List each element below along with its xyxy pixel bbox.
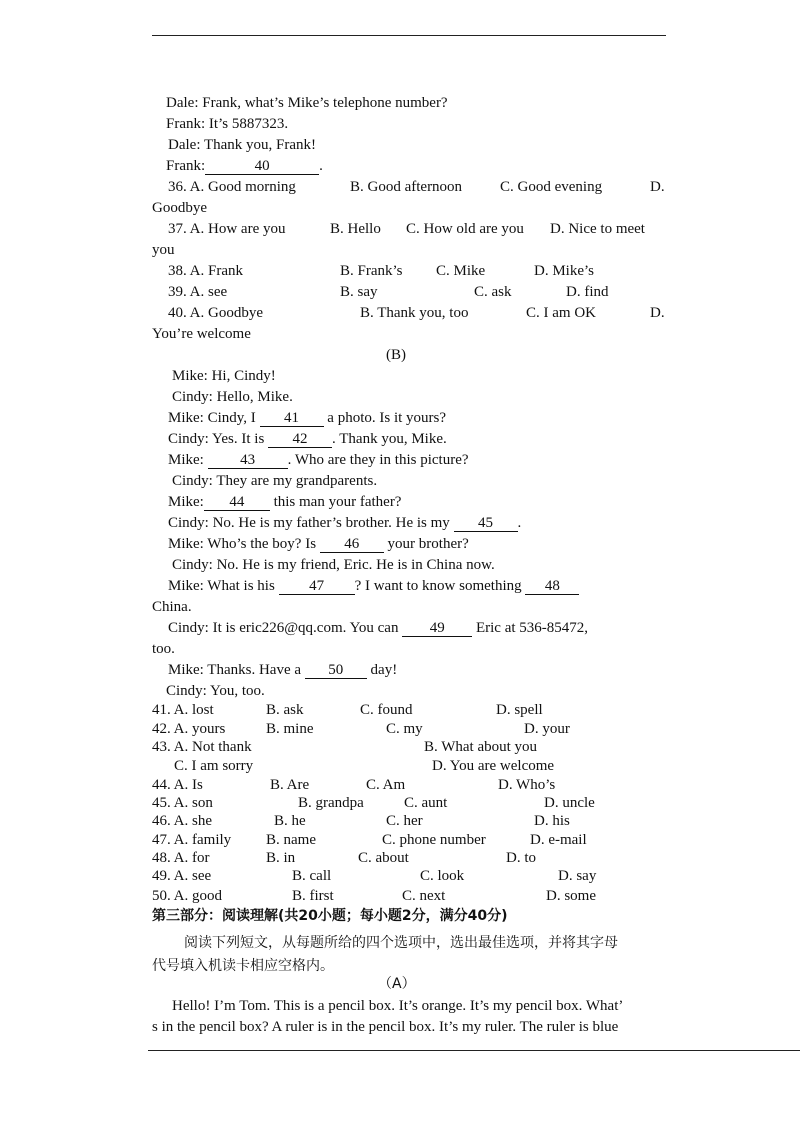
passage-label: （A） (378, 976, 416, 992)
option-48b: B. in (266, 850, 296, 866)
option-43a: 43. A. Not thank (152, 739, 252, 755)
option-42b: B. mine (266, 721, 314, 737)
dialogue-line (168, 430, 447, 448)
option-50b: B. first (292, 888, 334, 904)
option-38c: C. Mike (436, 263, 486, 279)
option-36d-text: Goodbye (152, 200, 207, 216)
section-b-label: (B) (386, 347, 406, 363)
speaker-text: Frank: (166, 158, 206, 174)
passage-line: Hello! I’m Tom. This is a pencil box. It’s orange. It’s my pencil box. What’ (172, 998, 624, 1014)
option-41b: B. ask (266, 702, 304, 718)
line-text: Cindy: No. He is my father’s brother. He is my (168, 515, 450, 531)
option-39b: B. say (340, 284, 378, 300)
dialogue-line (168, 619, 588, 637)
option-39a: 39. A. see (168, 284, 228, 300)
option-38d: D. Mike’s (534, 263, 594, 279)
footer-rule (148, 1050, 800, 1051)
dialogue-line: Cindy: They are my grandparents. (172, 473, 378, 489)
blank-42[interactable]: 42 (268, 431, 332, 448)
option-50a: 50. A. good (152, 888, 223, 904)
dialogue-line: China. (152, 599, 192, 615)
blank-46[interactable]: 46 (320, 536, 384, 553)
option-47b: B. name (266, 832, 316, 848)
dialogue-line: Cindy: No. He is my friend, Eric. He is in China now. (172, 557, 495, 573)
dialogue-line (168, 661, 397, 679)
option-42c: C. my (386, 721, 423, 737)
option-45c: C. aunt (404, 795, 448, 811)
line-text: . (517, 515, 522, 531)
option-46b: B. he (274, 813, 306, 829)
line-text: Eric at 536-85472, (475, 620, 589, 636)
option-48a: 48. A. for (152, 850, 210, 866)
option-36a: 36. A. Good morning (168, 179, 296, 195)
line-text: a photo. Is it yours? (327, 410, 447, 426)
line-text: Mike: (168, 494, 204, 510)
instruction-text: 代号填入机读卡相应空格内。 (152, 958, 334, 974)
speaker-text: . (319, 158, 323, 174)
option-37d-text: you (152, 242, 175, 258)
line-text: ? I want to know something (354, 578, 522, 594)
option-44b: B. Are (270, 777, 310, 793)
option-40d: D. (650, 305, 665, 321)
dialogue-line (168, 514, 521, 532)
line-text: Mike: Cindy, I (168, 410, 256, 426)
option-46c: C. her (386, 813, 423, 829)
option-49d: D. say (558, 868, 597, 884)
line-text: Mike: Who’s the boy? Is (168, 536, 317, 552)
option-39c: C. ask (474, 284, 512, 300)
dialogue-line (168, 577, 579, 595)
header-rule (152, 35, 666, 36)
dialogue-line (168, 535, 469, 553)
instruction-text: 阅读下列短文，从每题所给的四个选项中，选出最佳选项，并将其字母 (184, 935, 618, 951)
blank-40[interactable]: 40 (205, 158, 319, 175)
option-40b: B. Thank you, too (360, 305, 469, 321)
section-heading: 第三部分：阅读理解(共20小题；每小题2分，满分40分) (152, 908, 508, 924)
option-40a: 40. A. Goodbye (168, 305, 263, 321)
option-49b: B. call (292, 868, 332, 884)
option-37c: C. How old are you (406, 221, 524, 237)
blank-50[interactable]: 50 (305, 662, 367, 679)
option-36d: D. (650, 179, 665, 195)
dialogue-line: Frank: It’s 5887323. (166, 116, 289, 132)
passage-line: s in the pencil box? A ruler is in the pencil box. It’s my ruler. The ruler is blue (152, 1019, 619, 1035)
option-42a: 42. A. yours (152, 721, 226, 737)
option-40c: C. I am OK (526, 305, 596, 321)
blank-43[interactable]: 43 (208, 452, 288, 469)
option-38b: B. Frank’s (340, 263, 403, 279)
line-text: day! (370, 662, 398, 678)
option-37b: B. Hello (330, 221, 381, 237)
line-text: this man your father? (273, 494, 402, 510)
line-text: . Thank you, Mike. (332, 431, 447, 447)
dialogue-line: Dale: Thank you, Frank! (168, 137, 317, 153)
option-41d: D. spell (496, 702, 543, 718)
option-48d: D. to (506, 850, 536, 866)
line-text: Mike: Thanks. Have a (168, 662, 302, 678)
option-46a: 46. A. she (152, 813, 212, 829)
dialogue-line: Mike: Hi, Cindy! (172, 368, 276, 384)
option-38a: 38. A. Frank (168, 263, 243, 279)
line-text: . Who are they in this picture? (287, 452, 469, 468)
dialogue-line: Cindy: You, too. (166, 683, 265, 699)
dialogue-line (168, 409, 446, 427)
dialogue-line (168, 493, 401, 511)
option-45d: D. uncle (544, 795, 595, 811)
option-42d: D. your (524, 721, 570, 737)
blank-44[interactable]: 44 (204, 494, 270, 511)
option-47c: C. phone number (382, 832, 486, 848)
blank-45[interactable]: 45 (454, 515, 518, 532)
option-48c: C. about (358, 850, 409, 866)
option-43b: B. What about you (424, 739, 538, 755)
blank-48[interactable]: 48 (525, 578, 579, 595)
option-36c: C. Good evening (500, 179, 603, 195)
line-text: Mike: (168, 452, 204, 468)
option-44a: 44. A. Is (152, 777, 203, 793)
option-45b: B. grandpa (298, 795, 364, 811)
option-49c: C. look (420, 868, 465, 884)
option-40d-text: You’re welcome (152, 326, 251, 342)
dialogue-line (168, 451, 469, 469)
option-47d: D. e-mail (530, 832, 587, 848)
option-37a: 37. A. How are you (168, 221, 286, 237)
option-43d: D. You are welcome (432, 758, 555, 774)
option-46d: D. his (534, 813, 570, 829)
dialogue-line: Dale: Frank, what’s Mike’s telephone number? (166, 95, 448, 111)
blank-41[interactable]: 41 (260, 410, 324, 427)
option-41c: C. found (360, 702, 413, 718)
option-44c: C. Am (366, 777, 406, 793)
option-49a: 49. A. see (152, 868, 212, 884)
blank-47[interactable]: 47 (279, 578, 355, 595)
dialogue-line: too. (152, 641, 175, 657)
dialogue-line (166, 157, 323, 175)
line-text: your brother? (387, 536, 469, 552)
option-43c: C. I am sorry (174, 758, 254, 774)
option-39d: D. find (566, 284, 609, 300)
line-text: Cindy: Yes. It is (168, 431, 265, 447)
option-50d: D. some (546, 888, 596, 904)
blank-49[interactable]: 49 (402, 620, 472, 637)
option-36b: B. Good afternoon (350, 179, 463, 195)
option-37d: D. Nice to meet (550, 221, 645, 237)
option-41a: 41. A. lost (152, 702, 214, 718)
line-text: Cindy: It is eric226@qq.com. You can (168, 620, 399, 636)
option-50c: C. next (402, 888, 446, 904)
option-44d: D. Who’s (498, 777, 556, 793)
option-45a: 45. A. son (152, 795, 213, 811)
option-47a: 47. A. family (152, 832, 232, 848)
dialogue-line: Cindy: Hello, Mike. (172, 389, 293, 405)
line-text: Mike: What is his (168, 578, 275, 594)
